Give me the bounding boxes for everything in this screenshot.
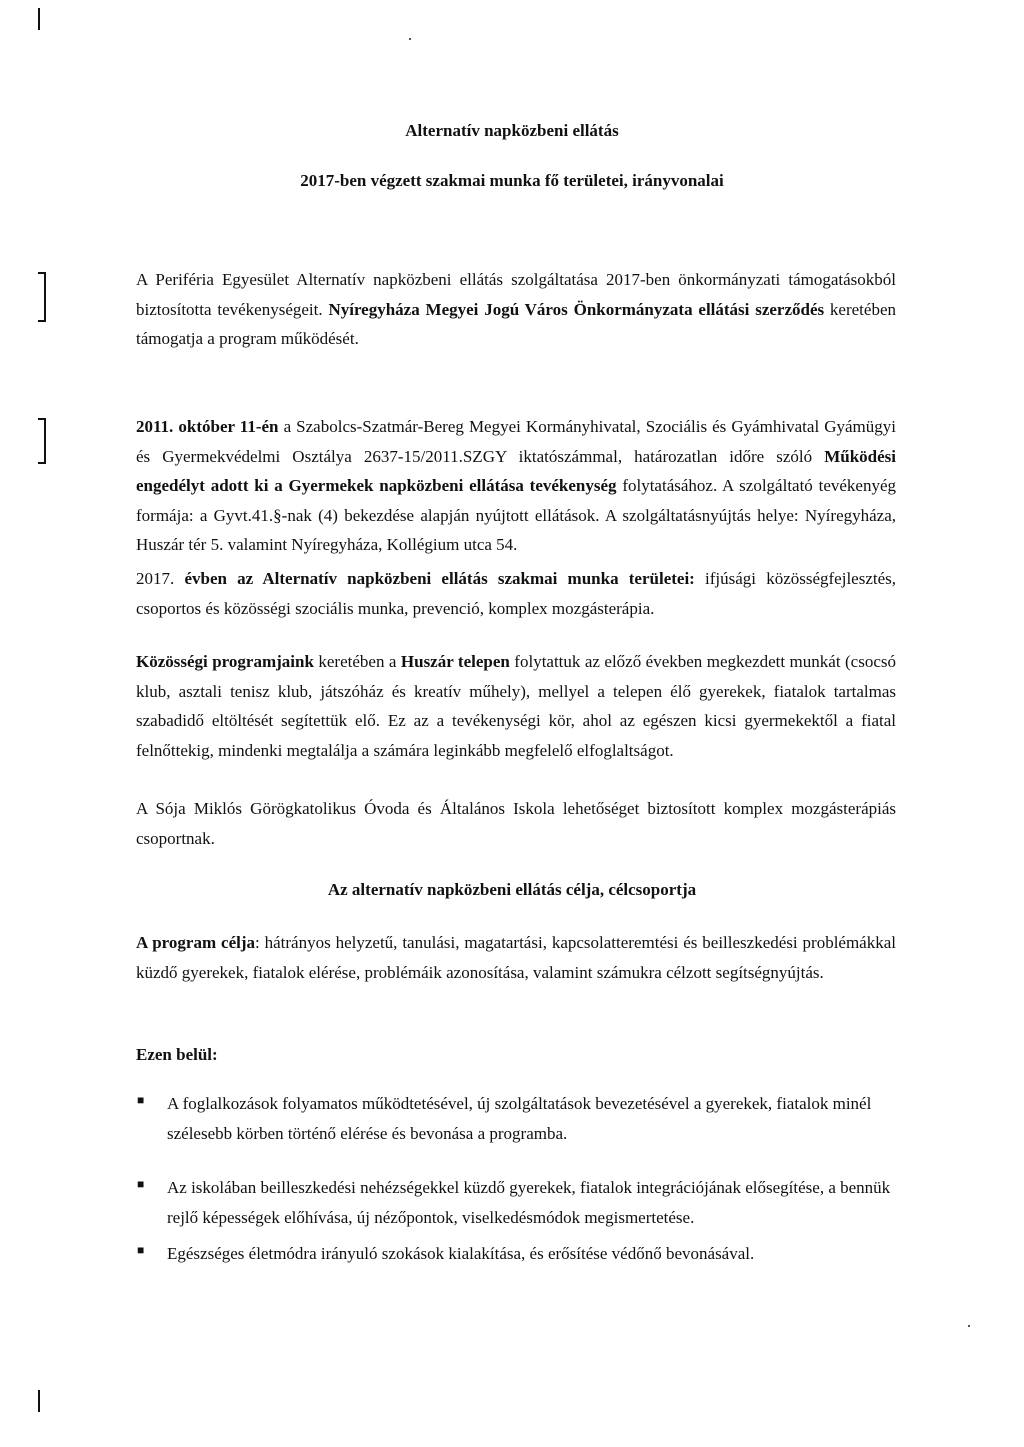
paragraph-funding: A Periféria Egyesület Alternatív napközbeni ellátás szolgáltatása 2017-ben önkormányzati támogatásokból biztosította tevékenységeit. Nyíregyháza Megyei Jogú Város Önkormányzata ellátási szerződés keretében támogatja a program működését.: [136, 270, 896, 348]
paragraph-2017-areas: 2017. évben az Alternatív napközbeni ellátás szakmai munka területei: ifjúsági közösségfejlesztés, csoportos és közösségi szociális munka, prevenció, komplex mozgásterápia.: [136, 569, 897, 618]
scan-margin-mark-top: [38, 8, 40, 30]
scan-margin-bracket-2: [38, 418, 46, 464]
document-title: Alternatív napközbeni ellátás: [405, 121, 619, 140]
paragraph-community-programs: Közösségi programjaink keretében a Huszár telepen folytattuk az előző években megkezdett munkát (csocsó klub, asztali tenisz klub, játszóház és kreatív műhely), mellyel a telepen élő gyerekek, fiatalok tartalmas szabadidő eltöltését segítettük elő. Ez az a tevékenységi kör, ahol az egészen kicsi gyermekektől a fiatal felnőttekig, mindenki megtalálja a számára leginkább megfelelő elfoglaltságot.: [136, 652, 896, 760]
bullet-marker: ■: [137, 1177, 145, 1191]
paragraph-program-goal: A program célja: hátrányos helyzetű, tanulási, magatartási, kapcsolatteremtési és beilleszkedési problémákkal küzdő gyerekek, fiatalok elérése, problémáik azonosítása, valamint számukra célzott segítségnyújtás.: [136, 933, 896, 982]
document-subtitle: 2017-ben végzett szakmai munka fő területei, irányvonalai: [300, 171, 724, 190]
bullet-item: A foglalkozások folyamatos működtetésével, új szolgáltatások bevezetésével a gyerekek, fiatalok minél szélesebb körben történő elérése és bevonása a programba.: [167, 1094, 872, 1143]
scan-speck: [968, 1325, 970, 1327]
scan-margin-mark-bottom: [38, 1390, 40, 1412]
bullet-marker: ■: [137, 1093, 145, 1107]
within-label: Ezen belül:: [136, 1045, 218, 1064]
section-heading: Az alternatív napközbeni ellátás célja, célcsoportja: [327, 880, 697, 899]
scan-margin-bracket-1: [38, 272, 46, 322]
bullet-item: Az iskolában beilleszkedési nehézségekkel küzdő gyerekek, fiatalok integrációjának elősegítése, a bennük rejlő képességek előhívása, új nézőpontok, viselkedésmódok megismertetése.: [167, 1178, 891, 1227]
bullet-marker: ■: [137, 1243, 145, 1257]
scan-speck: [409, 38, 411, 40]
bullet-item: Egészséges életmódra irányuló szokások kialakítása, és erősítése védőnő bevonásával.: [167, 1244, 755, 1263]
paragraph-license: 2011. október 11-én a Szabolcs-Szatmár-Bereg Megyei Kormányhivatal, Szociális és Gyámhivatal Gyámügyi és Gyermekvédelmi Osztálya 2637-15/2011.SZGY iktatószámmal, határozatlan időre szóló Működési engedélyt adott ki a Gyermekek napközbeni ellátása tevékenység folytatásához. A szolgáltató tevékenyég formája: a Gyvt.41.§-nak (4) bekezdése alapján nyújtott ellátások. A szolgáltatásnyújtás helye: Nyíregyháza, Huszár tér 5. valamint Nyíregyháza, Kollégium utca 54.: [136, 417, 896, 554]
paragraph-school: A Sója Miklós Görögkatolikus Óvoda és Általános Iskola lehetőséget biztosított komplex mozgásterápiás csoportnak.: [136, 799, 896, 848]
